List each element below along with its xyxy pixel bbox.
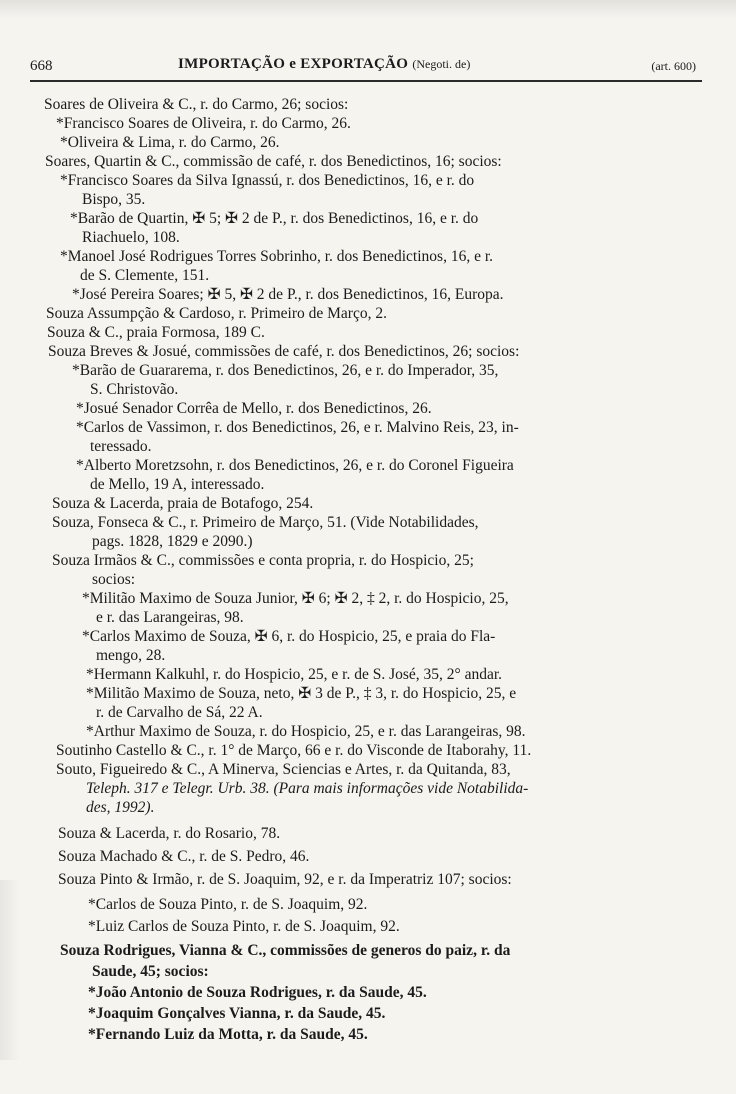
entry-line: *Joaquim Gonçalves Vianna, r. da Saude, 45. (88, 1005, 386, 1022)
entry-line: des, 1992). (86, 799, 155, 816)
entry-line: pags. 1828, 1829 e 2090.) (92, 533, 253, 550)
entry-line: *Alberto Moretzsohn, r. dos Benedictinos, 26, e r. do Coronel Figueira (76, 457, 514, 474)
entry-line: Soutinho Castello & C., r. 1° de Março, 66 e r. do Visconde de Itaborahy, 11. (56, 742, 532, 759)
entry-line: r. de Carvalho de Sá, 22 A. (96, 704, 263, 721)
entry-line: *Josué Senador Corrêa de Mello, r. dos Benedictinos, 26. (76, 400, 432, 417)
page-header (30, 56, 702, 80)
entry-line: *Francisco Soares de Oliveira, r. do Carmo, 26. (56, 115, 351, 132)
entry-line: *Carlos de Vassimon, r. dos Benedictinos, 26, e r. Malvino Reis, 23, in- (76, 419, 519, 436)
entry-line: *Carlos de Souza Pinto, r. de S. Joaquim, 92. (88, 896, 368, 913)
entry-line: *Barão de Quartin, ✠ 5; ✠ 2 de P., r. dos Benedictinos, 16, e r. do (70, 210, 479, 227)
entry-line: Souza Machado & C., r. de S. Pedro, 46. (58, 848, 310, 865)
entry-line: Souza Irmãos & C., commissões e conta propria, r. do Hospicio, 25; (52, 552, 474, 569)
entry-line: *Oliveira & Lima, r. do Carmo, 26. (60, 134, 280, 151)
entry-line: *Arthur Maximo de Souza, r. do Hospicio, 25, e r. das Larangeiras, 98. (86, 723, 526, 740)
entry-line: *Fernando Luiz da Motta, r. da Saude, 45. (88, 1026, 368, 1043)
entry-line: de S. Clemente, 151. (80, 267, 210, 284)
entry-line: Riachuelo, 108. (82, 229, 180, 246)
entry-line: *Militão Maximo de Souza Junior, ✠ 6; ✠ 2, ‡ 2, r. do Hospicio, 25, (82, 590, 509, 607)
header-rule (30, 80, 702, 82)
entry-line: *Barão de Guararema, r. dos Benedictinos, 26, e r. do Imperador, 35, (72, 362, 499, 379)
entry-line: de Mello, 19 A, interessado. (90, 476, 265, 493)
entry-line: Souto, Figueiredo & C., A Minerva, Sciencias e Artes, r. da Quitanda, 83, (56, 761, 511, 778)
scan-edge-shadow (0, 0, 736, 18)
entry-line: mengo, 28. (96, 647, 166, 664)
entry-line: *Manoel José Rodrigues Torres Sobrinho, r. dos Benedictinos, 16, e r. (60, 248, 494, 265)
entry-line: Teleph. 317 e Telegr. Urb. 38. (Para mais informações vide Notabilida- (86, 780, 529, 797)
entry-line: Souza Assumpção & Cardoso, r. Primeiro de Março, 2. (46, 305, 387, 322)
title-text: IMPORTAÇÃO e EXPORTAÇÃO (178, 56, 409, 72)
article-reference: (art. 600) (651, 59, 696, 73)
entry-line: *Luiz Carlos de Souza Pinto, r. de S. Joaquim, 92. (88, 918, 400, 935)
entry-line: Souza & Lacerda, r. do Rosario, 78. (58, 825, 281, 842)
entry-line: Soares, Quartin & C., commissão de café, r. dos Benedictinos, 16; socios: (45, 153, 502, 170)
entry-line: socios: (92, 571, 136, 588)
page-number: 668 (30, 58, 53, 74)
entry-line: *José Pereira Soares; ✠ 5, ✠ 2 de P., r. dos Benedictinos, 16, Europa. (72, 286, 504, 303)
entry-line: Souza Breves & Josué, commissões de café, r. dos Benedictinos, 26; socios: (48, 343, 520, 360)
entry-line: e r. das Larangeiras, 98. (96, 609, 244, 626)
entry-line: teressado. (90, 438, 152, 455)
entry-line: Souza & C., praia Formosa, 189 C. (47, 324, 265, 341)
entry-line: *Hermann Kalkuhl, r. do Hospicio, 25, e r. de S. José, 35, 2° andar. (86, 666, 503, 683)
entry-line: Bispo, 35. (82, 191, 146, 208)
entry-line: *João Antonio de Souza Rodrigues, r. da Saude, 45. (88, 984, 427, 1001)
scan-margin-shadow (0, 880, 20, 1060)
entry-line: Souza & Lacerda, praia de Botafogo, 254. (52, 495, 314, 512)
page-title (178, 56, 470, 73)
entry-line: Souza, Fonseca & C., r. Primeiro de Março, 51. (Vide Notabilidades, (52, 514, 479, 531)
entry-line: *Militão Maximo de Souza, neto, ✠ 3 de P., ‡ 3, r. do Hospicio, 25, e (86, 685, 517, 702)
entry-line: *Carlos Maximo de Souza, ✠ 6, r. do Hospicio, 25, e praia do Fla- (82, 628, 496, 645)
entry-line: Saude, 45; socios: (92, 963, 209, 980)
entry-line: Soares de Oliveira & C., r. do Carmo, 26; socios: (44, 96, 349, 113)
entry-line: S. Christovão. (90, 381, 179, 398)
title-subtitle: (Negoti. de) (412, 57, 471, 71)
entry-line: Souza Rodrigues, Vianna & C., commissões de generos do paiz, r. da (60, 942, 511, 959)
entry-line: *Francisco Soares da Silva Ignassú, r. dos Benedictinos, 16, e r. do (60, 172, 475, 189)
entry-line: Souza Pinto & Irmão, r. de S. Joaquim, 92, e r. da Imperatriz 107; socios: (58, 871, 512, 888)
